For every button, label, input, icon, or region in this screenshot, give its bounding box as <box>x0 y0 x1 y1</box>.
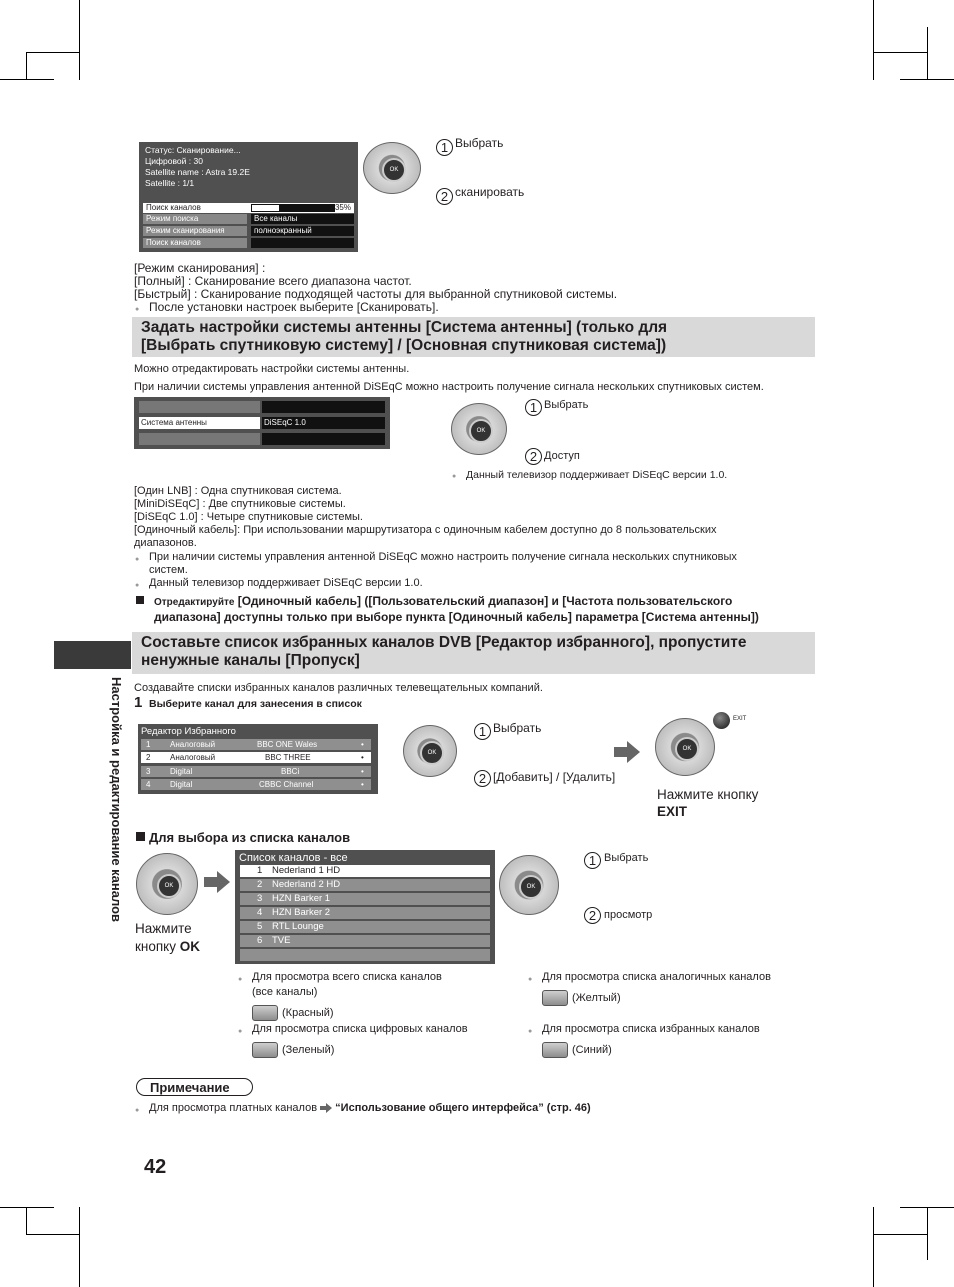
fav-name: BBCi <box>281 767 300 776</box>
button-label: (Синий) <box>572 1043 612 1056</box>
step-number-icon: 1 <box>584 852 601 869</box>
ok-button-icon: OK <box>469 419 493 443</box>
channel-name: Nederland 1 HD <box>272 865 341 876</box>
text-line: [Режим сканирования] : <box>134 261 266 275</box>
crop-mark <box>0 79 54 80</box>
crop-mark <box>79 0 80 80</box>
crop-mark <box>900 1207 954 1208</box>
osd-row-value: полноэкранный <box>251 226 354 236</box>
fav-name: BBC ONE Wales <box>257 740 318 749</box>
crop-mark <box>0 1207 54 1208</box>
channel-name: HZN Barker 2 <box>272 907 331 918</box>
intro-text: Создавайте списки избранных каналов различных телевещательных компаний. <box>134 682 543 694</box>
crop-mark <box>26 1207 27 1235</box>
step-number-icon: 1 <box>474 723 491 740</box>
ok-button-icon: OK <box>519 875 543 899</box>
osd-title: Список каналов - все <box>239 852 348 864</box>
remote-dpad <box>451 403 507 455</box>
fav-dot: • <box>361 780 364 789</box>
channel-row-selected <box>240 865 490 877</box>
fav-num: 2 <box>146 753 151 762</box>
step-label: сканировать <box>455 185 525 199</box>
text-line: [Один LNB] : Одна спутниковая система. <box>134 485 342 497</box>
scan-progress-fill <box>251 204 280 212</box>
channel-row <box>240 893 490 905</box>
ok-button-icon: OK <box>420 741 444 765</box>
step-label: Выбрать <box>544 399 589 411</box>
osd-antenna-value: DiSEqC 1.0 <box>262 417 385 429</box>
color-note <box>542 1022 760 1058</box>
square-bullet-icon <box>136 832 145 841</box>
remote-dpad <box>136 853 198 915</box>
side-tab-block <box>54 641 131 669</box>
note-text-line: Для просмотра платных каналов <box>149 1102 318 1114</box>
fav-dot: • <box>361 740 364 749</box>
scan-progress-bar <box>251 204 335 212</box>
osd-status-line: Статус: Сканирование... <box>145 145 241 155</box>
bullet-text: ● Данный телевизор поддерживает DiSEqC версии 1.0. <box>149 577 423 590</box>
fav-dot: • <box>361 767 364 776</box>
color-note <box>542 970 771 1006</box>
osd-row-search-mode <box>143 214 354 224</box>
exit-line-bold: EXIT <box>657 804 688 819</box>
press-ok-instruction <box>135 920 200 956</box>
step-number-icon: 1 <box>525 399 542 416</box>
channel-name: HZN Barker 1 <box>272 893 331 904</box>
button-label: (Красный) <box>282 1006 334 1019</box>
channel-name: Nederland 2 HD <box>272 879 341 890</box>
ok-button-icon: OK <box>157 874 181 898</box>
text-line: [Одиночный кабель]: При использовании маршрутизатора с одиночным кабелем доступно до 8 пользовательских <box>134 524 717 536</box>
fav-row-selected <box>141 752 371 763</box>
scan-mode-text <box>134 262 617 301</box>
note-line: ● Для просмотра всего списка каналов <box>252 971 442 983</box>
red-button-icon <box>252 1005 278 1021</box>
text-line: [Быстрый] : Сканирование подходящей частоты для выбранной спутниковой системы. <box>134 287 618 301</box>
step-label: просмотр <box>604 909 653 921</box>
channel-num: 1 <box>257 865 263 876</box>
crop-mark <box>873 1234 927 1235</box>
osd-row-blank <box>139 433 260 445</box>
channel-num: 2 <box>257 879 263 890</box>
ok-button-icon: OK <box>675 737 699 761</box>
osd-status-line: Satellite : 1/1 <box>145 178 195 188</box>
scan-osd <box>139 142 358 252</box>
page-number: 42 <box>144 1156 167 1178</box>
blue-button-icon <box>542 1042 568 1058</box>
osd-row-label: Режим поиска <box>143 214 247 224</box>
edit-note-small: Отредактируйте <box>154 597 235 608</box>
step-number-icon: 1 <box>436 139 453 156</box>
channel-row <box>240 879 490 891</box>
fav-row <box>141 766 371 777</box>
fav-dot: • <box>361 753 364 762</box>
osd-status-line: Цифровой : 30 <box>145 156 203 166</box>
osd-row-channel-search <box>143 238 354 248</box>
button-label: (Желтый) <box>572 991 621 1004</box>
side-tab-label: Настройка и редактирование каналов <box>109 677 124 923</box>
crop-mark <box>927 1207 928 1260</box>
fav-num: 3 <box>146 767 151 776</box>
step-label: [Добавить] / [Удалить] <box>493 770 616 784</box>
fav-name: CBBC Channel <box>259 780 314 789</box>
osd-row-value <box>251 238 354 248</box>
channel-num: 5 <box>257 921 263 932</box>
color-note <box>252 970 442 1021</box>
channel-num: 4 <box>257 907 263 918</box>
section-heading <box>132 317 815 357</box>
fav-type: Аналоговый <box>170 740 216 749</box>
step-text: Выберите канал для занесения в список <box>149 698 362 710</box>
intro-text: При наличии системы управления антенной DiSEqC можно настроить получение сигнала нескольких спутниковых систем. <box>134 381 764 393</box>
note-line: ● Для просмотра списка цифровых каналов <box>252 1023 468 1035</box>
text-line: [MiniDiSEqC] : Две спутниковые системы. <box>134 498 346 510</box>
arrow-right-icon <box>204 871 230 893</box>
step-number-icon: 2 <box>525 448 542 465</box>
edit-note-line: [Одиночный кабель] ([Пользовательский диапазон] и [Частота пользовательского <box>234 594 733 608</box>
ok-button-icon: OK <box>382 158 406 182</box>
step-number: 1 <box>134 694 143 711</box>
step-label: Доступ <box>544 450 580 462</box>
heading-line: ненужные каналы [Пропуск] <box>141 652 360 669</box>
channel-num: 6 <box>257 935 263 946</box>
note-line: ● Для просмотра списка избранных каналов <box>542 1023 760 1035</box>
osd-status-line: Satellite name : Astra 19.2E <box>145 167 250 177</box>
channel-row <box>240 935 490 947</box>
text-line: систем. <box>149 564 188 576</box>
crop-mark <box>900 79 954 80</box>
remote-dpad <box>363 142 421 194</box>
press-ok-bold: OK <box>179 939 201 954</box>
fav-row <box>141 739 371 750</box>
exit-button-icon <box>713 712 730 729</box>
button-label: (Зеленый) <box>282 1043 335 1056</box>
osd-antenna-label: Система антенны <box>139 417 260 429</box>
crop-mark <box>26 52 27 80</box>
fav-name: BBC THREE <box>265 753 311 762</box>
favourites-osd <box>138 724 378 794</box>
square-bullet-icon <box>136 596 144 604</box>
osd-row-blank <box>139 401 260 413</box>
sub-heading: Для выбора из списка каналов <box>149 830 351 845</box>
intro-text: Можно отредактировать настройки системы антенны. <box>134 363 410 375</box>
channel-num: 3 <box>257 893 263 904</box>
fav-type: Digital <box>170 780 193 789</box>
text-line: ● При наличии системы управления антенной DiSEqC можно настроить получение сигнала нескольких спутниковых <box>149 551 737 563</box>
crop-mark <box>873 52 927 53</box>
text-line: диапазонов. <box>134 537 197 549</box>
heading-line: Составьте список избранных каналов DVB [Редактор избранного], пропустите <box>141 634 747 651</box>
exit-key-label: EXIT <box>733 716 747 722</box>
crop-mark <box>79 1207 80 1287</box>
osd-row-label: Поиск каналов <box>143 238 247 248</box>
channel-row-empty <box>240 949 490 961</box>
osd-progress-percent: 35% <box>334 203 351 212</box>
green-button-icon <box>252 1042 278 1058</box>
channel-name: TVE <box>272 935 291 946</box>
channel-list-osd <box>235 850 495 964</box>
remote-dpad <box>655 718 715 776</box>
antenna-osd <box>134 397 390 449</box>
edit-note-line: диапазона] доступны только при выборе пункта [Одиночный кабель] параметра [Система антенны]) <box>154 610 759 624</box>
step-label: Выбрать <box>493 721 542 735</box>
note-reference: “Использование общего интерфейса” (стр. 46) <box>335 1102 591 1114</box>
osd-row-label: Поиск каналов <box>146 203 201 212</box>
fav-num: 1 <box>146 740 151 749</box>
osd-title: Редактор Избранного <box>141 726 236 737</box>
osd-progress-row <box>143 203 354 213</box>
crop-mark <box>26 52 80 53</box>
fav-row <box>141 779 371 790</box>
crop-mark <box>873 1207 874 1287</box>
crop-mark <box>26 1234 80 1235</box>
arrow-right-icon <box>320 1103 332 1113</box>
press-ok-line: Нажмите <box>135 921 192 936</box>
bullet-text <box>149 551 737 577</box>
step-label: Выбрать <box>604 852 649 864</box>
fav-type: Digital <box>170 767 193 776</box>
edit-note <box>154 594 759 624</box>
step-number-icon: 2 <box>584 907 601 924</box>
note-title: Примечание <box>136 1078 253 1096</box>
section-heading <box>132 632 815 674</box>
osd-row-label: Режим сканирования <box>143 226 247 236</box>
color-note <box>252 1022 468 1058</box>
fav-type: Аналоговый <box>170 753 216 762</box>
fav-num: 4 <box>146 780 151 789</box>
osd-row-scan-mode <box>143 226 354 236</box>
crop-mark <box>927 27 928 80</box>
remote-note: ● Данный телевизор поддерживает DiSEqC версии 1.0. <box>466 469 727 481</box>
yellow-button-icon <box>542 990 568 1006</box>
crop-mark <box>873 0 874 80</box>
heading-line: [Выбрать спутниковую систему] / [Основная спутниковая система]) <box>141 337 667 354</box>
exit-instruction <box>657 786 758 820</box>
note-line: ● Для просмотра списка аналогичных каналов <box>542 971 771 983</box>
step-label: Выбрать <box>455 136 504 150</box>
step-number-icon: 2 <box>436 188 453 205</box>
arrow-right-icon <box>614 741 640 763</box>
remote-dpad <box>403 725 457 777</box>
osd-row-blank <box>262 401 385 413</box>
channel-row <box>240 907 490 919</box>
osd-row-blank <box>262 433 385 445</box>
text-line: [DiSEqC 1.0] : Четыре спутниковые системы. <box>134 511 363 523</box>
heading-line: Задать настройки системы антенны [Система антенны] (только для <box>141 319 668 336</box>
bullet-text: ● После установки настроек выберите [Сканировать]. <box>149 301 439 314</box>
exit-line: Нажмите кнопку <box>657 787 759 802</box>
channel-row <box>240 921 490 933</box>
step-number-icon: 2 <box>474 770 491 787</box>
press-ok-line: кнопку <box>135 939 176 954</box>
remote-dpad <box>499 855 559 915</box>
osd-row-value: Все каналы <box>251 214 354 224</box>
note-text <box>149 1102 591 1115</box>
text-line: [Полный] : Сканирование всего диапазона частот. <box>134 274 412 288</box>
options-list <box>134 485 717 550</box>
note-line: (все каналы) <box>252 986 318 998</box>
channel-name: RTL Lounge <box>272 921 324 932</box>
